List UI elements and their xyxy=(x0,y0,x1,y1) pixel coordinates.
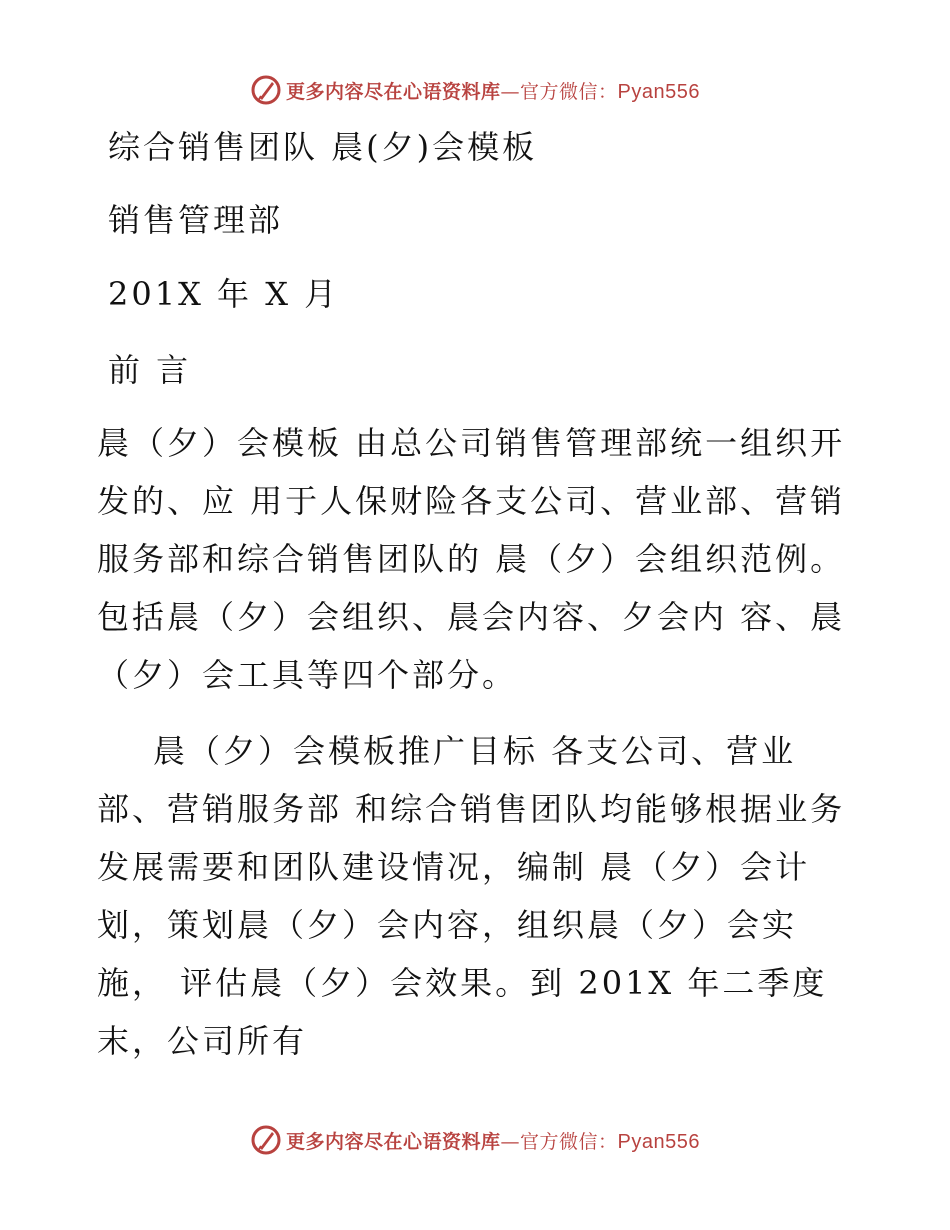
document-date: 201X 年 X 月 xyxy=(108,275,340,313)
department-name: 销售管理部 xyxy=(108,201,284,239)
banner-dash: — xyxy=(500,80,521,103)
banner-site-text: 更多内容尽在心语资料库 xyxy=(286,80,501,103)
header-banner xyxy=(0,70,950,110)
feather-pen-logo-icon xyxy=(250,1124,282,1156)
banner-text xyxy=(286,1127,700,1154)
banner-official-label: 官方微信： xyxy=(520,1130,618,1153)
paragraph-goal: 晨（夕）会模板推广目标 各支公司、营业部、营销服务部 和综合销售团队均能够根据业务发展需要和团队建设情况，编制 晨（夕）会计划，策划晨（夕）会内容，组织晨（夕）会实施， 评估晨（夕）会效果。到 201X 年二季度末，公司所有 xyxy=(97,732,846,1060)
banner-wechat-id: Pyan556 xyxy=(617,1130,700,1153)
banner-wechat-id: Pyan556 xyxy=(617,80,700,103)
footer-banner xyxy=(0,1120,950,1160)
banner-dash: — xyxy=(500,1130,521,1153)
banner-official-label: 官方微信： xyxy=(520,80,618,103)
document-title: 综合销售团队 晨(夕)会模板 xyxy=(108,128,538,166)
banner-site-text: 更多内容尽在心语资料库 xyxy=(286,1130,501,1153)
paragraph-intro: 晨（夕）会模板 由总公司销售管理部统一组织开发的、应 用于人保财险各支公司、营业部、营销服务部和综合销售团队的 晨（夕）会组织范例。包括晨（夕）会组织、晨会内容、夕会内 容、晨（夕）会工具等四个部分。 xyxy=(97,424,846,694)
banner-text xyxy=(286,77,700,104)
preface-heading: 前 言 xyxy=(108,351,192,389)
feather-pen-logo-icon xyxy=(250,74,282,106)
